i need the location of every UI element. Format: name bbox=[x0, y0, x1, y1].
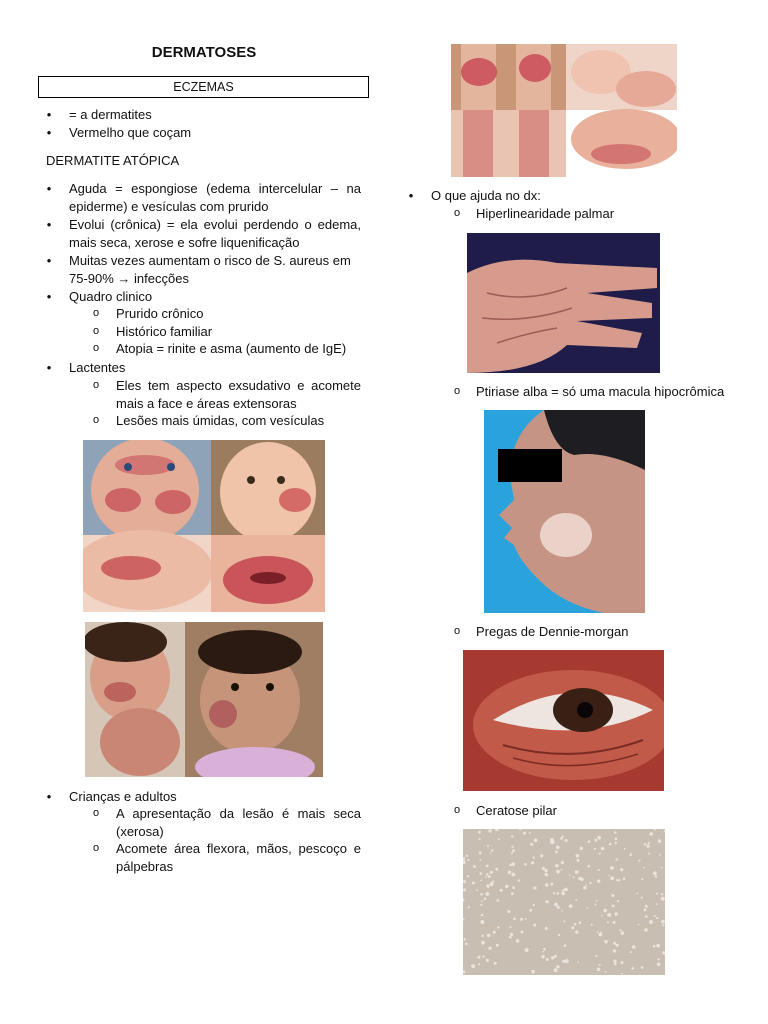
skin-bump bbox=[488, 829, 491, 832]
skin-bump bbox=[649, 832, 653, 836]
skin-bump bbox=[620, 868, 623, 871]
pityriasis-alba-photo bbox=[484, 410, 645, 613]
skin-bump bbox=[657, 963, 661, 967]
bullet-dot: • bbox=[46, 181, 52, 196]
skin-bump bbox=[616, 944, 619, 947]
sub-bullet-circle: o bbox=[92, 807, 100, 819]
skin-bump bbox=[573, 876, 575, 878]
keratosis-pilaris-photo bbox=[463, 829, 665, 975]
skin-bump bbox=[561, 861, 564, 864]
skin-bump bbox=[471, 964, 475, 968]
skin-bump bbox=[612, 905, 615, 908]
skin-bump bbox=[512, 849, 515, 852]
skin-bump bbox=[654, 915, 656, 917]
skin-bump bbox=[516, 939, 520, 943]
skin-bump bbox=[598, 933, 602, 937]
skin-bump bbox=[595, 904, 597, 906]
lactentes-item-1: Eles tem aspecto exsudativo e acomete mais a face e áreas extensoras bbox=[116, 378, 361, 411]
skin-bump bbox=[509, 936, 511, 938]
skin-bump bbox=[486, 865, 489, 868]
skin-bump bbox=[497, 899, 500, 902]
skin-bump bbox=[611, 894, 614, 897]
skin-bump bbox=[656, 903, 658, 905]
skin-bump bbox=[631, 967, 634, 970]
skin-bump bbox=[577, 962, 579, 964]
bullet-dot: • bbox=[46, 107, 52, 122]
skin-bump bbox=[498, 838, 500, 840]
skin-bump bbox=[479, 838, 481, 840]
skin-bump bbox=[613, 942, 616, 945]
skin-bump bbox=[486, 892, 490, 896]
skin-bump bbox=[604, 940, 607, 943]
bullet-dot: • bbox=[46, 217, 52, 232]
skin-bump bbox=[558, 934, 560, 936]
skin-bump bbox=[480, 893, 483, 896]
skin-bump bbox=[591, 924, 593, 926]
skin-bump bbox=[463, 938, 466, 941]
skin-bump bbox=[544, 869, 547, 872]
skin-bump bbox=[531, 861, 534, 864]
skin-bump bbox=[555, 864, 558, 867]
flexural-eczema-photo-grid bbox=[451, 44, 677, 177]
skin-bump bbox=[661, 867, 663, 869]
skin-bump bbox=[658, 958, 660, 960]
skin-bump bbox=[565, 839, 568, 842]
skin-bump bbox=[653, 871, 657, 875]
skin-bump bbox=[577, 871, 579, 873]
skin-bump bbox=[488, 875, 491, 878]
skin-bump bbox=[494, 962, 497, 965]
skin-bump bbox=[613, 960, 616, 963]
skin-bump bbox=[597, 880, 600, 883]
skin-bump bbox=[585, 884, 587, 886]
skin-bump bbox=[607, 913, 611, 917]
skin-bump bbox=[540, 854, 543, 857]
skin-bump bbox=[488, 947, 491, 950]
skin-bump bbox=[524, 863, 527, 866]
skin-bump bbox=[511, 862, 515, 866]
skin-bump bbox=[555, 851, 558, 854]
skin-bump bbox=[512, 873, 516, 877]
skin-bump bbox=[518, 879, 520, 881]
skin-bump bbox=[646, 906, 648, 908]
skin-bump bbox=[579, 921, 582, 924]
section-box-eczemas: ECZEMAS bbox=[38, 76, 369, 98]
bullet-dot: • bbox=[46, 360, 52, 375]
skin-bump bbox=[641, 897, 643, 899]
skin-bump bbox=[601, 847, 605, 851]
skin-bump bbox=[630, 951, 632, 953]
skin-bump bbox=[571, 926, 574, 929]
skin-bump bbox=[615, 837, 618, 840]
skin-bump bbox=[492, 881, 494, 883]
bullet-dx: O que ajuda no dx: bbox=[431, 188, 541, 203]
skin-bump bbox=[595, 955, 597, 957]
skin-bump bbox=[523, 832, 526, 835]
skin-bump bbox=[551, 956, 554, 959]
skin-bump bbox=[486, 884, 490, 888]
skin-bump bbox=[553, 892, 555, 894]
skin-bump bbox=[624, 848, 626, 850]
criancas-item-2: Acomete área flexora, mãos, pescoço e pálpebras bbox=[116, 841, 361, 874]
skin-bump bbox=[643, 867, 645, 869]
skin-bump bbox=[493, 931, 496, 934]
skin-bump bbox=[557, 906, 560, 909]
skin-bump bbox=[599, 853, 601, 855]
skin-bump bbox=[630, 854, 632, 856]
skin-bump bbox=[484, 898, 487, 901]
skin-bump bbox=[479, 859, 481, 861]
skin-bump bbox=[529, 832, 531, 834]
skin-bump bbox=[661, 893, 663, 895]
skin-bump bbox=[594, 848, 596, 850]
skin-bump bbox=[586, 907, 588, 909]
skin-bump bbox=[556, 846, 560, 850]
skin-bump bbox=[656, 944, 660, 948]
skin-bump bbox=[490, 882, 494, 886]
skin-bump bbox=[589, 882, 591, 884]
skin-bump bbox=[497, 926, 499, 928]
skin-bump bbox=[605, 971, 607, 973]
skin-bump bbox=[645, 915, 648, 918]
skin-bump bbox=[620, 929, 622, 931]
skin-bump bbox=[495, 868, 498, 871]
skin-bump bbox=[659, 854, 661, 856]
skin-bump bbox=[550, 838, 554, 842]
skin-bump bbox=[472, 882, 475, 885]
skin-bump bbox=[490, 852, 492, 854]
lactentes-item-2: Lesões mais úmidas, com vesículas bbox=[116, 413, 325, 428]
skin-bump bbox=[575, 931, 578, 934]
sub-bullet-circle: o bbox=[453, 207, 461, 219]
skin-bump bbox=[603, 909, 607, 913]
skin-bump bbox=[511, 852, 513, 854]
skin-bump bbox=[485, 876, 487, 878]
skin-bump bbox=[575, 899, 577, 901]
bullet-quadro: Quadro clinico bbox=[69, 289, 153, 304]
skin-bump bbox=[644, 843, 647, 846]
skin-bump bbox=[507, 910, 510, 913]
skin-bump bbox=[621, 973, 623, 975]
page-title: DERMATOSES bbox=[151, 44, 257, 61]
skin-bump bbox=[561, 869, 563, 871]
skin-bump bbox=[508, 872, 511, 875]
skin-bump bbox=[597, 836, 601, 840]
skin-bump bbox=[564, 888, 568, 892]
bullet-dot: • bbox=[46, 789, 52, 804]
skin-bump bbox=[478, 831, 481, 834]
skin-bump bbox=[637, 893, 639, 895]
skin-bump bbox=[546, 958, 549, 961]
skin-bump bbox=[562, 892, 565, 895]
skin-bump bbox=[578, 877, 582, 881]
skin-bump bbox=[648, 853, 650, 855]
bullet-criancas: Crianças e adultos bbox=[69, 789, 177, 804]
skin-bump bbox=[486, 959, 489, 962]
skin-bump bbox=[543, 948, 546, 951]
skin-bump bbox=[641, 878, 643, 880]
skin-bump bbox=[463, 888, 466, 891]
skin-bump bbox=[646, 844, 649, 847]
skin-bump bbox=[621, 961, 624, 964]
skin-bump bbox=[533, 886, 536, 889]
skin-bump bbox=[545, 873, 549, 877]
skin-bump bbox=[525, 948, 529, 952]
skin-bump bbox=[597, 931, 599, 933]
skin-bump bbox=[561, 910, 563, 912]
skin-bump bbox=[565, 959, 569, 963]
skin-bump bbox=[576, 854, 580, 858]
intro-bullet-2: Vermelho que coçam bbox=[69, 125, 192, 140]
skin-bump bbox=[529, 909, 532, 912]
dx-item-ceratose: Ceratose pilar bbox=[476, 803, 557, 818]
skin-bump bbox=[511, 846, 513, 848]
skin-bump bbox=[545, 883, 548, 886]
dx-item-palmar: Hiperlinearidade palmar bbox=[476, 206, 615, 221]
skin-bump bbox=[621, 931, 625, 935]
skin-bump bbox=[613, 949, 616, 952]
skin-bump bbox=[525, 918, 527, 920]
skin-bump bbox=[482, 935, 484, 937]
skin-bump bbox=[557, 892, 560, 895]
skin-bump bbox=[480, 880, 482, 882]
dx-item-dennie: Pregas de Dennie-morgan bbox=[476, 624, 629, 639]
skin-bump bbox=[463, 880, 466, 883]
skin-bump bbox=[481, 941, 485, 945]
skin-bump bbox=[563, 920, 565, 922]
quadro-item-3: Atopia = rinite e asma (aumento de IgE) bbox=[116, 341, 347, 356]
skin-bump bbox=[598, 869, 600, 871]
skin-bump bbox=[545, 900, 548, 903]
sub-bullet-circle: o bbox=[92, 414, 100, 426]
skin-bump bbox=[480, 920, 484, 924]
skin-bump bbox=[520, 918, 523, 921]
bullet-dot: • bbox=[46, 253, 52, 268]
skin-bump bbox=[478, 963, 480, 965]
skin-bump bbox=[597, 968, 601, 972]
skin-bump bbox=[614, 963, 617, 966]
skin-bump bbox=[500, 889, 503, 892]
skin-bump bbox=[632, 945, 636, 949]
skin-bump bbox=[490, 871, 493, 874]
skin-bump bbox=[615, 912, 618, 915]
skin-bump bbox=[468, 906, 470, 908]
skin-bump bbox=[514, 918, 516, 920]
skin-bump bbox=[615, 842, 617, 844]
skin-bump bbox=[487, 845, 489, 847]
skin-bump bbox=[564, 944, 567, 947]
skin-bump bbox=[482, 956, 484, 958]
bullet-lactentes: Lactentes bbox=[69, 360, 126, 375]
sub-bullet-circle: o bbox=[92, 342, 100, 354]
skin-bump bbox=[510, 926, 512, 928]
skin-bump bbox=[531, 970, 535, 974]
skin-bump bbox=[481, 900, 483, 902]
bullet-dot: • bbox=[46, 289, 52, 304]
skin-bump bbox=[588, 840, 591, 843]
skin-bump bbox=[655, 875, 658, 878]
skin-bump bbox=[569, 874, 571, 876]
skin-bump bbox=[512, 886, 515, 889]
skin-bump bbox=[639, 860, 641, 862]
skin-bump bbox=[644, 909, 647, 912]
skin-bump bbox=[511, 835, 513, 837]
skin-bump bbox=[555, 955, 557, 957]
skin-bump bbox=[613, 921, 616, 924]
bullet-dot: • bbox=[46, 125, 52, 140]
skin-bump bbox=[473, 865, 476, 868]
skin-bump bbox=[596, 900, 598, 902]
skin-bump bbox=[480, 872, 483, 875]
skin-bump bbox=[583, 886, 586, 889]
subheading-dermatite: DERMATITE ATÓPICA bbox=[46, 153, 180, 168]
skin-bump bbox=[491, 849, 493, 851]
dennie-morgan-fold-photo bbox=[463, 650, 664, 791]
skin-bump bbox=[507, 885, 509, 887]
skin-bump bbox=[480, 904, 482, 906]
skin-bump bbox=[617, 900, 619, 902]
skin-bump bbox=[533, 924, 536, 927]
skin-bump bbox=[545, 927, 548, 930]
skin-bump bbox=[644, 928, 648, 932]
skin-bump bbox=[486, 873, 489, 876]
skin-bump bbox=[534, 838, 538, 842]
infant-eczema-photo-grid bbox=[83, 440, 325, 612]
skin-bump bbox=[481, 914, 483, 916]
skin-bump bbox=[599, 964, 601, 966]
skin-bump bbox=[610, 866, 614, 870]
skin-bump bbox=[614, 831, 616, 833]
skin-bump bbox=[656, 893, 658, 895]
skin-bump bbox=[609, 843, 612, 846]
skin-bump bbox=[467, 875, 469, 877]
sub-bullet-circle: o bbox=[92, 307, 100, 319]
bullet-evolui: Evolui (crônica) = ela evolui perdendo o edema, mais seca, xerose e sofre liquenificação bbox=[69, 217, 361, 250]
skin-bump bbox=[658, 839, 662, 843]
bullet-dot: • bbox=[408, 188, 414, 203]
sub-bullet-circle: o bbox=[453, 625, 461, 637]
skin-bump bbox=[623, 878, 626, 881]
skin-bump bbox=[649, 920, 653, 924]
skin-bump bbox=[580, 847, 583, 850]
skin-bump bbox=[638, 924, 640, 926]
skin-bump bbox=[569, 904, 573, 908]
skin-bump bbox=[609, 875, 611, 877]
palm-hyperlinearity-photo bbox=[467, 233, 660, 373]
skin-bump bbox=[556, 870, 560, 874]
skin-bump bbox=[661, 897, 665, 901]
skin-bump bbox=[615, 858, 617, 860]
skin-bump bbox=[661, 920, 665, 924]
skin-bump bbox=[530, 843, 533, 846]
dx-item-ptiriase: Ptiriase alba = só uma macula hipocrômica bbox=[476, 384, 725, 399]
skin-bump bbox=[607, 921, 609, 923]
sub-bullet-circle: o bbox=[453, 804, 461, 816]
skin-bump bbox=[648, 842, 650, 844]
skin-bump bbox=[541, 955, 544, 958]
skin-bump bbox=[487, 934, 491, 938]
child-eczema-photo-pair bbox=[85, 622, 323, 777]
skin-bump bbox=[533, 856, 535, 858]
sub-bullet-circle: o bbox=[92, 842, 100, 854]
skin-bump bbox=[562, 889, 564, 891]
criancas-item-1: A apresentação da lesão é mais seca (xerosa) bbox=[116, 806, 361, 839]
bullet-aureus: Muitas vezes aumentam o risco de S. aureus em 75-90% → infecções bbox=[69, 253, 351, 286]
skin-bump bbox=[542, 867, 545, 870]
skin-bump bbox=[476, 889, 478, 891]
skin-bump bbox=[554, 903, 558, 907]
skin-bump bbox=[550, 883, 553, 886]
skin-bump bbox=[594, 839, 597, 842]
skin-bump bbox=[616, 879, 618, 881]
skin-bump bbox=[556, 965, 559, 968]
sub-bullet-circle: o bbox=[92, 325, 100, 337]
skin-bump bbox=[656, 917, 658, 919]
skin-bump bbox=[574, 923, 577, 926]
skin-bump bbox=[601, 915, 603, 917]
skin-bump bbox=[560, 838, 562, 840]
skin-bump bbox=[465, 944, 467, 946]
skin-bump bbox=[496, 944, 499, 947]
skin-bump bbox=[509, 864, 511, 866]
skin-bump bbox=[587, 865, 590, 868]
skin-bump bbox=[653, 945, 656, 948]
skin-bump bbox=[662, 924, 664, 926]
sub-bullet-circle: o bbox=[92, 379, 100, 391]
skin-bump bbox=[641, 966, 644, 969]
skin-bump bbox=[511, 892, 514, 895]
intro-bullet-1: = a dermatites bbox=[69, 107, 152, 122]
skin-bump bbox=[466, 855, 468, 857]
skin-bump bbox=[610, 876, 614, 880]
sub-bullet-circle: o bbox=[453, 385, 461, 397]
bullet-aguda: Aguda = espongiose (edema intercelular – na epiderme) e vesículas com prurido bbox=[69, 181, 361, 214]
quadro-item-1: Prurido crônico bbox=[116, 306, 204, 321]
skin-bump bbox=[554, 968, 558, 972]
skin-bump bbox=[533, 904, 535, 906]
skin-bump bbox=[467, 859, 469, 861]
skin-bump bbox=[542, 951, 544, 953]
quadro-item-2: Histórico familiar bbox=[116, 324, 213, 339]
skin-bump bbox=[521, 931, 524, 934]
skin-bump bbox=[510, 933, 513, 936]
skin-bump bbox=[577, 859, 580, 862]
skin-bump bbox=[479, 851, 482, 854]
skin-bump bbox=[477, 956, 480, 959]
